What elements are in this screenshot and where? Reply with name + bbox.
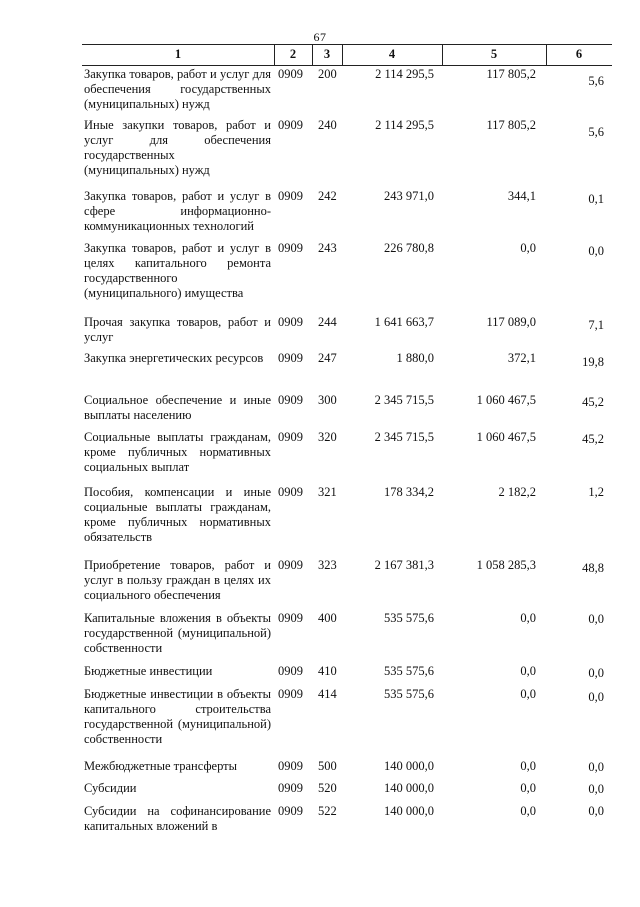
row-col-6-value: 0,1 <box>588 192 604 206</box>
row-name: Иные закупки товаров, работ и услуг для обеспечения государственных (муниципальных) нужд <box>84 118 271 177</box>
row-col-5-value: 1 060 467,5 <box>476 430 536 444</box>
row-col-6-value: 1,2 <box>588 485 604 499</box>
row-col-4-value: 140 000,0 <box>384 781 434 795</box>
row-name: Субсидии <box>84 781 137 795</box>
row-name: Бюджетные инвестиции <box>84 664 213 678</box>
header-col-2: 2 <box>289 47 297 61</box>
header-col-1: 1 <box>174 47 182 61</box>
row-name: Социальное обеспечение и иные выплаты населению <box>84 393 271 422</box>
row-name: Бюджетные инвестиции в объекты капитального строительства государственной (муниципальной) собственности <box>84 687 271 746</box>
page-number: 67 <box>313 30 327 44</box>
row-col-6-value: 45,2 <box>582 395 604 409</box>
row-col-5-value: 1 058 285,3 <box>476 558 536 572</box>
row-col-6-value: 0,0 <box>588 760 604 774</box>
row-expense-type: 243 <box>318 241 337 255</box>
row-col-4-value: 1 641 663,7 <box>374 315 434 329</box>
row-expense-type: 300 <box>318 393 337 407</box>
row-col-5-value: 0,0 <box>520 759 536 773</box>
row-expense-type: 320 <box>318 430 337 444</box>
row-expense-type: 247 <box>318 351 337 365</box>
row-section-code: 0909 <box>278 611 303 625</box>
row-col-5-value: 0,0 <box>520 687 536 701</box>
row-col-4-value: 2 345 715,5 <box>374 393 434 407</box>
row-col-5-value: 117 805,2 <box>486 118 536 132</box>
row-name: Закупка товаров, работ и услуг в сфере информационно-коммуникационных технологий <box>84 189 271 233</box>
row-col-6-value: 5,6 <box>588 74 604 88</box>
row-section-code: 0909 <box>278 393 303 407</box>
row-section-code: 0909 <box>278 485 303 499</box>
row-name: Субсидии на софинансирование капитальных вложений в <box>84 804 271 833</box>
row-col-6-value: 0,0 <box>588 666 604 680</box>
row-name: Социальные выплаты гражданам, кроме публичных нормативных социальных выплат <box>84 430 271 474</box>
row-name: Закупка товаров, работ и услуг в целях капитального ремонта государственного (муниципального) имущества <box>84 241 271 300</box>
row-section-code: 0909 <box>278 430 303 444</box>
row-col-4-value: 2 114 295,5 <box>375 118 434 132</box>
row-col-5-value: 0,0 <box>520 781 536 795</box>
row-col-5-value: 117 805,2 <box>486 67 536 81</box>
row-section-code: 0909 <box>278 558 303 572</box>
row-section-code: 0909 <box>278 664 303 678</box>
row-name: Закупка товаров, работ и услуг для обеспечения государственных (муниципальных) нужд <box>84 67 271 111</box>
row-col-4-value: 140 000,0 <box>384 804 434 818</box>
row-expense-type: 321 <box>318 485 337 499</box>
row-col-4-value: 178 334,2 <box>384 485 434 499</box>
row-col-6-value: 0,0 <box>588 690 604 704</box>
table-header <box>82 44 612 66</box>
row-section-code: 0909 <box>278 118 303 132</box>
row-col-4-value: 535 575,6 <box>384 611 434 625</box>
row-col-5-value: 0,0 <box>520 664 536 678</box>
row-col-6-value: 0,0 <box>588 612 604 626</box>
row-col-5-value: 0,0 <box>520 241 536 255</box>
row-name: Пособия, компенсации и иные социальные выплаты гражданам, кроме публичных нормативных обязательств <box>84 485 271 544</box>
row-section-code: 0909 <box>278 189 303 203</box>
row-expense-type: 400 <box>318 611 337 625</box>
row-col-4-value: 2 167 381,3 <box>374 558 434 572</box>
row-col-5-value: 0,0 <box>520 804 536 818</box>
row-expense-type: 323 <box>318 558 337 572</box>
header-col-3: 3 <box>323 47 331 61</box>
row-section-code: 0909 <box>278 351 303 365</box>
row-col-4-value: 535 575,6 <box>384 687 434 701</box>
row-expense-type: 410 <box>318 664 337 678</box>
row-col-4-value: 243 971,0 <box>384 189 434 203</box>
row-expense-type: 240 <box>318 118 337 132</box>
row-col-4-value: 2 345 715,5 <box>374 430 434 444</box>
row-name: Закупка энергетических ресурсов <box>84 351 264 365</box>
row-col-5-value: 0,0 <box>520 611 536 625</box>
row-section-code: 0909 <box>278 687 303 701</box>
row-expense-type: 414 <box>318 687 337 701</box>
row-expense-type: 244 <box>318 315 337 329</box>
row-col-4-value: 535 575,6 <box>384 664 434 678</box>
row-name: Межбюджетные трансферты <box>84 759 238 773</box>
row-col-6-value: 0,0 <box>588 244 604 258</box>
row-col-4-value: 2 114 295,5 <box>375 67 434 81</box>
row-col-5-value: 117 089,0 <box>486 315 536 329</box>
row-section-code: 0909 <box>278 781 303 795</box>
header-col-4: 4 <box>388 47 396 61</box>
row-name: Приобретение товаров, работ и услуг в пользу граждан в целях их социального обеспечения <box>84 558 271 602</box>
budget-table <box>82 44 612 833</box>
row-section-code: 0909 <box>278 241 303 255</box>
row-section-code: 0909 <box>278 315 303 329</box>
row-col-6-value: 0,0 <box>588 782 604 796</box>
row-col-4-value: 1 880,0 <box>396 351 434 365</box>
row-section-code: 0909 <box>278 759 303 773</box>
row-expense-type: 520 <box>318 781 337 795</box>
row-col-6-value: 45,2 <box>582 432 604 446</box>
header-col-6: 6 <box>575 47 583 61</box>
row-name: Капитальные вложения в объекты государственной (муниципальной) собственности <box>84 611 271 655</box>
row-col-4-value: 226 780,8 <box>384 241 434 255</box>
row-col-5-value: 344,1 <box>507 189 536 203</box>
row-name: Прочая закупка товаров, работ и услуг <box>84 315 271 344</box>
row-section-code: 0909 <box>278 804 303 818</box>
row-expense-type: 500 <box>318 759 337 773</box>
row-expense-type: 522 <box>318 804 337 818</box>
row-section-code: 0909 <box>278 67 303 81</box>
row-col-6-value: 19,8 <box>582 355 604 369</box>
row-col-5-value: 1 060 467,5 <box>476 393 536 407</box>
row-col-5-value: 2 182,2 <box>498 485 536 499</box>
row-expense-type: 242 <box>318 189 337 203</box>
row-col-6-value: 48,8 <box>582 561 604 575</box>
row-expense-type: 200 <box>318 67 337 81</box>
header-col-5: 5 <box>490 47 498 61</box>
row-col-4-value: 140 000,0 <box>384 759 434 773</box>
row-col-6-value: 0,0 <box>588 804 604 818</box>
row-col-5-value: 372,1 <box>507 351 536 365</box>
row-col-6-value: 7,1 <box>588 318 604 332</box>
row-col-6-value: 5,6 <box>588 125 604 139</box>
